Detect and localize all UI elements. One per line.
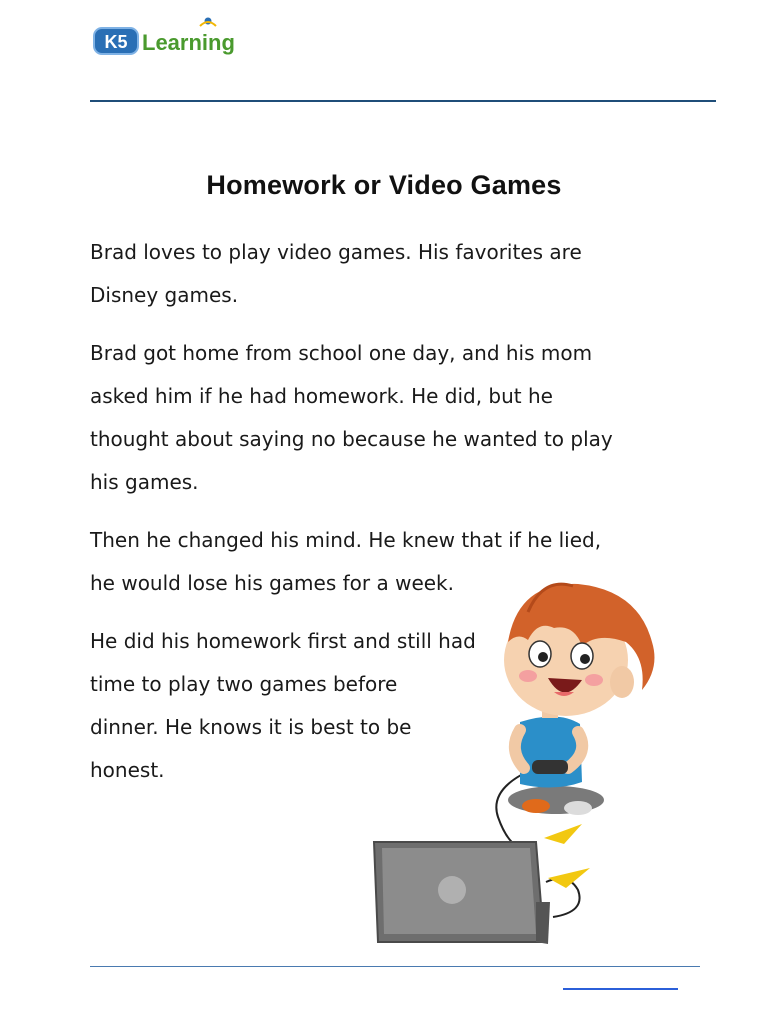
k5-learning-logo — [92, 14, 260, 60]
footer-divider — [90, 966, 700, 967]
boy-gamer-icon — [368, 572, 668, 952]
story-paragraph-4: He did his homework first and still had time to play two games before dinner. He knows it is best to be honest. — [90, 629, 476, 782]
page-title: Homework or Video Games — [206, 170, 562, 200]
k5-logo-graphic — [92, 14, 260, 60]
logo-word: Learning — [142, 30, 235, 55]
boy-playing-games-illustration — [368, 572, 668, 952]
story-paragraph-3: Then he changed his mind. He knew that if he lied, he would lose his games for a week. — [90, 528, 602, 595]
story-paragraph-2: Brad got home from school one day, and his mom asked him if he had homework. He did, but he thought about saying no because he wanted to play his games. — [90, 341, 613, 494]
header-divider — [90, 100, 716, 102]
footer-link-underline[interactable] — [563, 988, 678, 990]
story-paragraph-1: Brad loves to play video games. His favorites are Disney games. — [90, 240, 582, 307]
logo-badge-text: K5 — [104, 32, 128, 52]
